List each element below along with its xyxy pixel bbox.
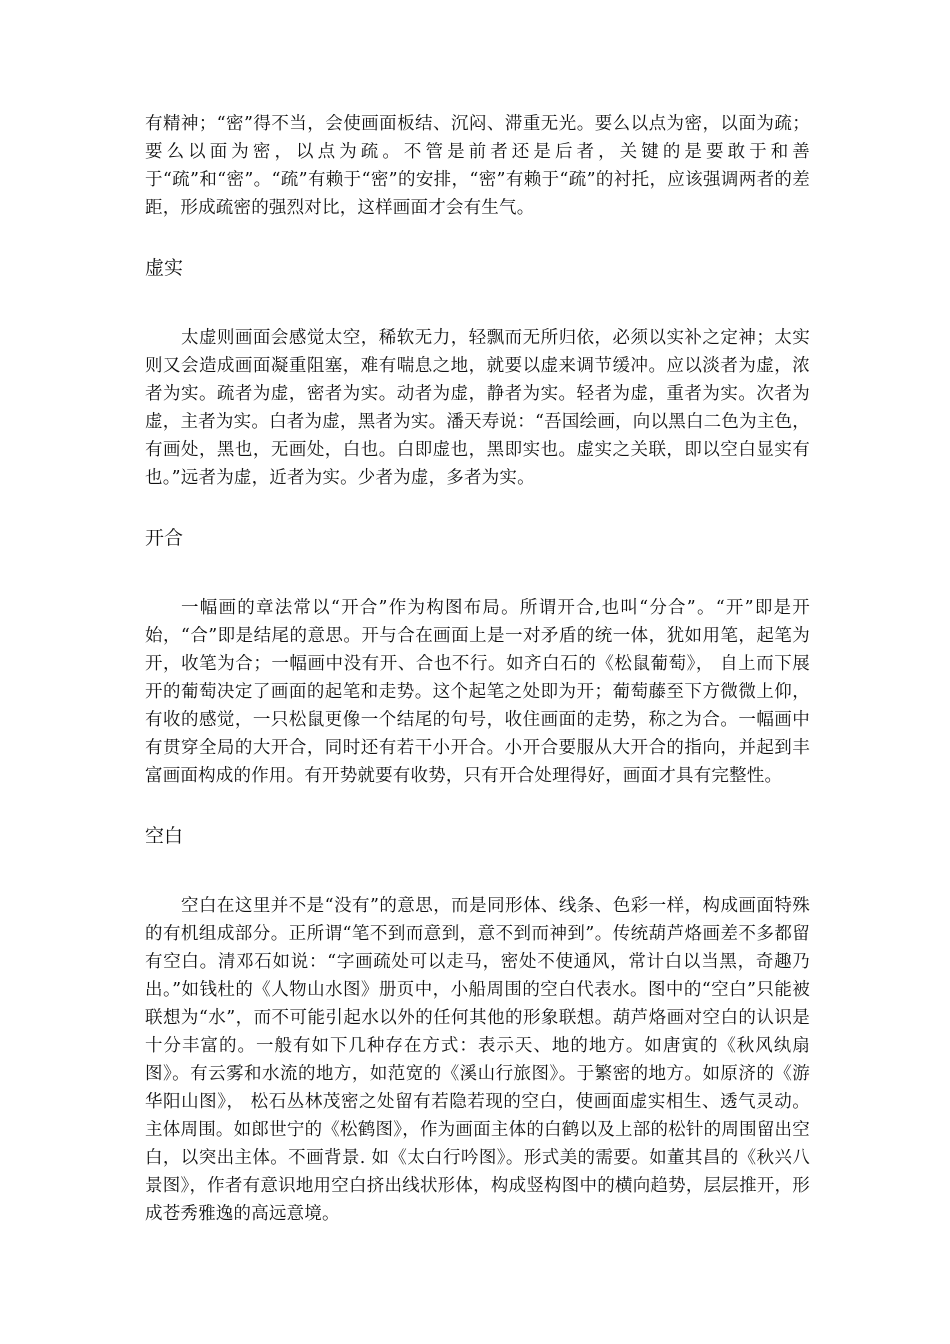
document-page [145,110,810,1228]
section-heading-kongbai: 空白 [145,825,184,847]
section-heading-xushi: 虚实 [145,257,184,279]
section-paragraph-kaihe: 一幅画的章法常以“开合”作为构图布局。所谓开合,也叫“分合”。“开”即是开始，“合”即是结尾的意思。开与合在画面上是一对矛盾的统一体，犹如用笔，起笔为开，收笔为合；一幅画中没有开、合也不行。如齐白石的《松鼠葡萄》， 自上而下展开的葡萄决定了画面的起笔和走势。这个起笔之处即为开；葡萄藤至下方微微上仰，有收的感觉，一只松鼠更像一个结尾的句号，收住画面的走势，称之为合。一幅画中有贯穿全局的大开合，同时还有若干小开合。小开合要服从大开合的指向，并起到丰富画面构成的作用。有开势就要有收势，只有开合处理得好，画面才具有完整性。 [145,598,810,786]
section-paragraph-xushi: 太虚则画面会感觉太空，稀软无力，轻飘而无所归依，必须以实补之定神；太实则又会造成画面凝重阻塞，难有喘息之地，就要以虚来调节缓冲。应以淡者为虚，浓者为实。疏者为虚，密者为实。动者为虚，静者为实。轻者为虚，重者为实。次者为虚，主者为实。白者为虚，黑者为实。潘天寿说：“吾国绘画，向以黑白二色为主色，有画处，黑也，无画处，白也。白即虚也，黑即实也。虚实之关联，即以空白显实有也。”远者为虚，近者为实。少者为虚，多者为实。 [145,328,810,488]
section-heading-kaihe: 开合 [145,527,184,549]
section-paragraph-kongbai: 空白在这里并不是“没有”的意思，而是同形体、线条、色彩一样，构成画面特殊的有机组成部分。正所谓“笔不到而意到，意不到而神到”。传统葫芦烙画差不多都留有空白。清邓石如说：“字画疏处可以走马，密处不使通风，常计白以当黑，奇趣乃出。”如钱杜的《人物山水图》册页中，小船周围的空白代表水。图中的“空白”只能被联想为“水”，而不可能引起水以外的任何其他的形象联想。葫芦烙画对空白的认识是十分丰富的。一般有如下几种存在方式：表示天、地的地方。如唐寅的《秋风纨扇图》。有云雾和水流的地方，如范宽的《溪山行旅图》。于繁密的地方。如原济的《游华阳山图》， 松石丛林茂密之处留有若隐若现的空白，使画面虚实相生、透气灵动。 主体周围。如郎世宁的《松鹤图》，作为画面主体的白鹤以及上部的松针的周围留出空白，以突出主体。不画背景. 如《太白行吟图》。形式美的需要。如董其昌的《秋兴八景图》，作者有意识地用空白挤出线状形体，构成竖构图中的横向趋势，层层推开，形成苍秀雅逸的高远意境。 [145,896,810,1224]
intro-paragraph: 有精神；“密”得不当，会使画面板结、沉闷、滞重无光。要么以点为密，以面为疏；要么以面为密，以点为疏。不管是前者还是后者，关键的是要敢于和善于“疏”和“密”。“疏”有赖于“密”的安排，“密”有赖于“疏”的衬托，应该强调两者的差距，形成疏密的强烈对比，这样画面才会有生气。 [145,114,810,218]
